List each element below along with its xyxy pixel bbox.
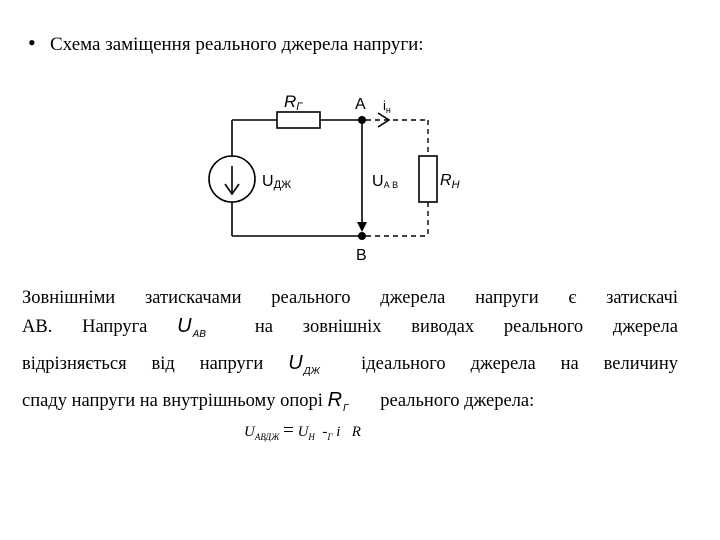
label-uab: UА В: [372, 173, 399, 190]
uab-arrow-head: [357, 222, 367, 232]
label-node-a: A: [355, 96, 366, 113]
label-current: $i_н$: [383, 98, 391, 115]
bullet-icon: •: [28, 30, 36, 55]
node-a-dot: [358, 116, 366, 124]
description-paragraph: [22, 284, 678, 423]
para-line-4: спаду напруги на внутрішньому опорі $R_Г$ реального джерела:: [22, 386, 678, 423]
symbol-uab: $U_{АВ}$: [177, 315, 206, 340]
para-line-3: відрізняється від напруги $U_{ДЖ}$ ідеального джерела на величину: [22, 349, 678, 386]
formula: $U_{АВДЖ} = U_Н$ $-_Г$ i R: [244, 420, 361, 442]
label-rg: RГ: [284, 92, 303, 113]
symbol-udzh: $U_{ДЖ}$: [288, 352, 320, 377]
node-b-dot: [358, 232, 366, 240]
para-line-1: Зовнішніми затискачами реального джерела напруги є затискачі: [22, 288, 678, 308]
symbol-rg: $R_Г$: [327, 389, 349, 414]
resistor-rg: [277, 112, 320, 128]
resistor-rn: [419, 156, 437, 202]
heading-text: Схема заміщення реального джерела напруги:: [50, 34, 424, 55]
label-rn: RН: [440, 172, 460, 191]
label-node-b: B: [356, 247, 367, 264]
para-line-2: АВ. Напруга $U_{АВ}$ на зовнішніх виводах реального джерела: [22, 312, 678, 349]
label-udzh: UДЖ: [262, 173, 292, 191]
